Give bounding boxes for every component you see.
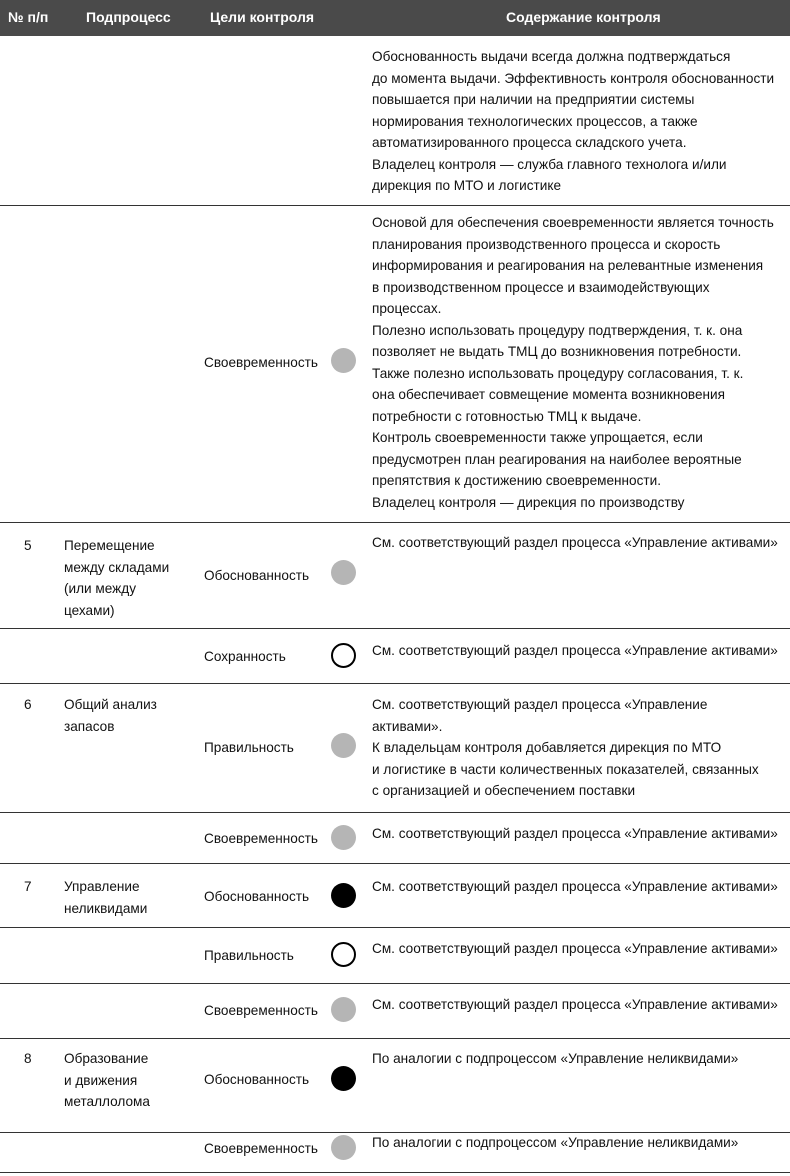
subprocess-line: запасов [64,718,115,734]
subprocess-line: металлолома [64,1094,150,1109]
content-line: Владелец контроля — служба главного технолога и/или [372,156,727,172]
subprocess-line: Управление [64,879,140,894]
subprocess-line: Перемещение [64,538,155,553]
content-line: с организацией и обеспечением поставки [372,783,636,798]
content-line: По аналогии с подпроцессом «Управление неликвидами» [372,1051,739,1066]
control-content [372,694,759,802]
subprocess-line: Образование [64,1051,149,1066]
filled-black-circle-icon [331,883,356,908]
content-line: до момента выдачи. Эффективность контроля обоснованности [372,70,775,86]
content-line: По аналогии с подпроцессом «Управление неликвидами» [372,1135,739,1150]
subprocess-line: и движения [64,1072,138,1088]
content-line: Владелец контроля — дирекция по производству [372,494,685,510]
content-line: она обеспечивает совмещение момента возникновения [372,387,725,402]
control-goal: Своевременность [204,355,318,370]
content-line: информирования и реагирования на релевантные изменения [372,258,764,273]
grey-circle-icon [331,997,356,1022]
content-line: Контроль своевременности также упрощается, если [372,430,703,445]
content-line: См. соответствующий раздел процесса «Управление активами» [372,826,778,841]
grey-circle-icon [331,825,356,850]
subprocess-name [64,1048,150,1113]
content-line: Полезно использовать процедуру подтверждения, т. к. она [372,322,743,338]
subprocess-line: (или между [64,581,136,596]
control-content [372,212,774,513]
content-line: Основой для обеспечения своевременности является точность [372,215,774,230]
grey-circle-icon [331,733,356,758]
control-goal: Сохранность [204,649,286,664]
row-number: 7 [24,879,32,894]
control-content [372,640,778,662]
subprocess-line: цехами) [64,602,115,618]
subprocess-name [64,535,169,621]
empty-circle-icon [331,942,356,967]
subprocess-line: неликвидами [64,900,148,916]
control-goal: Обоснованность [204,568,310,583]
content-line: См. соответствующий раздел процесса «Управление активами» [372,643,778,658]
grey-circle-icon [331,348,356,373]
header-subprocess: Подпроцесс [86,9,171,25]
control-goal: Правильность [204,948,294,963]
header-goals: Цели контроля [210,9,315,25]
grey-circle-icon [331,1135,356,1160]
content-line: См. соответствующий раздел процесса «Управление активами» [372,941,778,956]
control-goal: Своевременность [204,831,318,846]
control-content [372,823,778,845]
content-line: позволяет не выдать ТМЦ до возникновения потребности. [372,344,742,359]
content-line: планирования производственного процесса и скорость [372,236,721,252]
control-content [372,46,774,197]
content-line: Обоснованность выдачи всегда должна подтверждаться [372,49,731,64]
content-line: нормирования технологических процессов, а также [372,113,698,129]
content-line: автоматизированного процесса складского учета. [372,135,687,150]
control-goal: Обоснованность [204,1072,310,1087]
control-goal: Своевременность [204,1003,318,1018]
empty-circle-icon [331,643,356,668]
content-line: активами». [372,718,443,734]
subprocess-line: Общий анализ [64,697,157,712]
content-line: К владельцам контроля добавляется дирекция по МТО [372,740,722,755]
control-content [372,1048,738,1070]
header-content: Содержание контроля [506,9,661,25]
control-content [372,876,778,898]
control-goal: Своевременность [204,1141,318,1156]
content-line: препятствия к достижению своевременности. [372,473,662,488]
content-line: процессах. [372,301,442,316]
content-line: См. соответствующий раздел процесса «Управление активами» [372,535,778,550]
control-content [372,938,778,960]
row-number: 5 [24,538,32,553]
content-line: предусмотрен план реагирования на наиболее вероятные [372,451,742,467]
grey-circle-icon [331,560,356,585]
content-line: в производственном процессе и взаимодействующих [372,279,710,295]
control-content [372,532,778,554]
row-number: 6 [24,697,32,712]
subprocess-line: между складами [64,559,170,575]
content-line: потребности с готовностью ТМЦ к выдаче. [372,408,642,424]
filled-black-circle-icon [331,1066,356,1091]
content-line: См. соответствующий раздел процесса «Управление [372,697,708,712]
control-goal: Обоснованность [204,889,310,904]
content-line: См. соответствующий раздел процесса «Управление активами» [372,997,778,1012]
control-goal: Правильность [204,740,294,755]
header-num: № п/п [8,9,49,25]
control-content [372,1132,738,1154]
control-content [372,994,778,1016]
subprocess-name [64,694,157,737]
content-line: Также полезно использовать процедуру согласования, т. к. [372,365,744,381]
content-line: дирекция по МТО и логистике [372,178,562,193]
content-line: См. соответствующий раздел процесса «Управление активами» [372,879,778,894]
table-header [0,0,790,36]
content-line: повышается при наличии на предприятии системы [372,92,695,107]
content-line: и логистике в части количественных показателей, связанных [372,761,759,777]
subprocess-name [64,876,147,919]
row-number: 8 [24,1051,32,1066]
